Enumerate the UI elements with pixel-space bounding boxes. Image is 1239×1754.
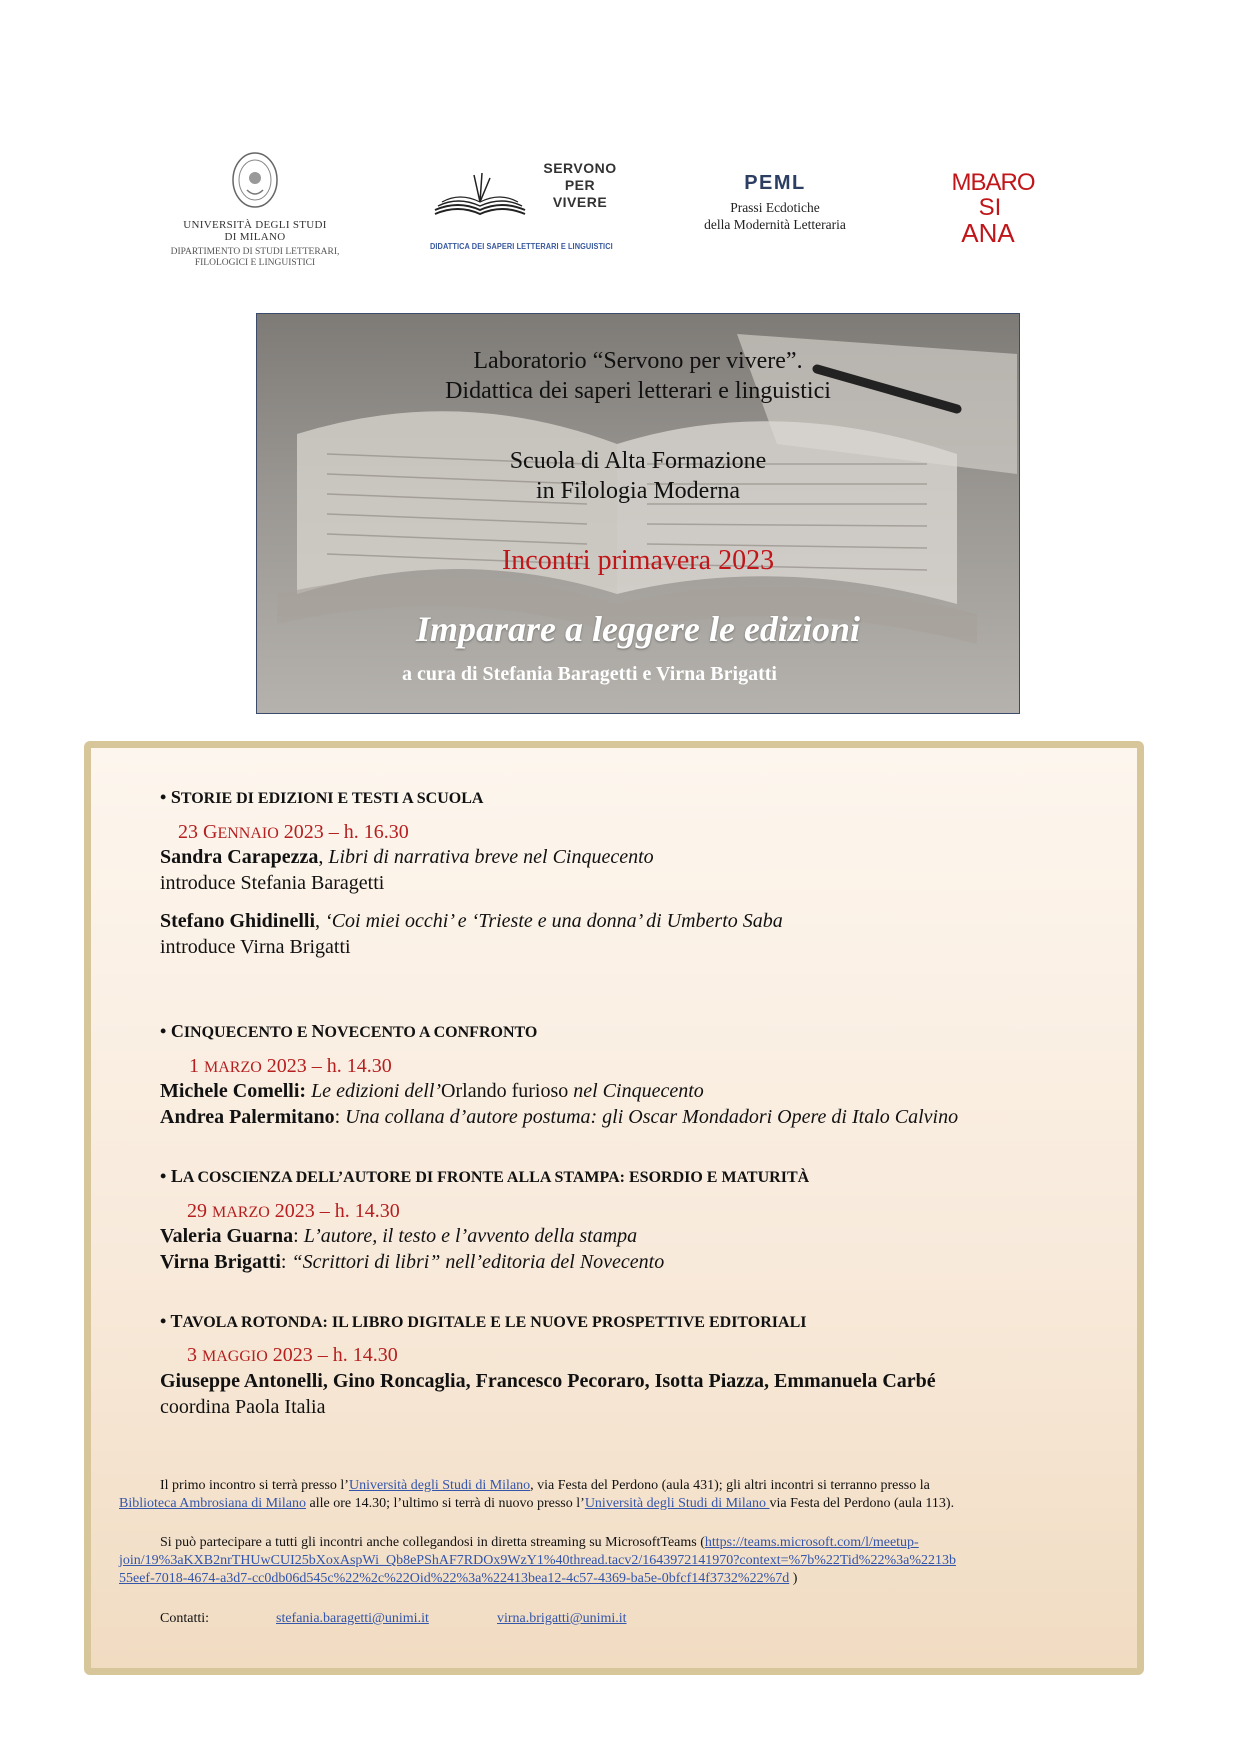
open-book-icon (430, 170, 530, 220)
heading-initial: S (170, 787, 181, 807)
speaker-name: Stefano Ghidinelli (160, 910, 316, 932)
talk-title: Le edizioni dell’ (311, 1080, 442, 1102)
location-note (119, 1477, 1119, 1513)
banner-lab-title: Laboratorio “Servono per vivere”. (473, 348, 803, 374)
talk-title: nel Cinquecento (573, 1080, 704, 1102)
unimi-link[interactable]: Università degli Studi di Milano (584, 1496, 770, 1511)
separator: : (334, 1106, 346, 1128)
speaker-name: Sandra Carapezza (160, 846, 319, 868)
unimi-dept-line1: DIPARTIMENTO DI STUDI LETTERARI, (170, 247, 340, 257)
date-day: 1 (189, 1055, 204, 1077)
email-link-baragetti[interactable]: stefania.baragetti@unimi.it (276, 1611, 429, 1626)
section-heading: • STORIE DI EDIZIONI E TESTI A SCUOLA (160, 787, 484, 807)
heading-text: OVECENTO A CONFRONTO (324, 1024, 538, 1041)
heading-initial: C (170, 1021, 184, 1041)
talk-title: Una collana d’autore postuma: gli Oscar Mondadori Opere di Italo Calvino (345, 1106, 959, 1128)
note-text: Il primo incontro si terrà presso l’ (160, 1478, 349, 1493)
peml-title: PEML (744, 172, 806, 194)
date-time: 2023 – h. 14.30 (267, 1344, 398, 1366)
spv-line2: PER (564, 177, 596, 193)
speaker-name: Michele Comelli: (160, 1080, 307, 1102)
date-month: ENNAIO (217, 825, 279, 842)
talk-title: ‘Coi miei occhi’ e ‘Trieste e una donna’ di Umberto Saba (325, 910, 783, 932)
unimi-name (160, 219, 350, 243)
talk (160, 908, 783, 934)
logo-row (0, 140, 1239, 268)
servono-per-vivere-logo (430, 160, 630, 260)
unimi-name-line1: UNIVERSITÀ DEGLI STUDI (183, 219, 327, 231)
talk (160, 1223, 637, 1249)
separator: : (280, 1251, 292, 1273)
speaker-name: Valeria Guarna (160, 1225, 294, 1247)
teams-link[interactable]: https://teams.microsoft.com/l/meetup- (704, 1535, 919, 1550)
streaming-note (119, 1534, 1119, 1588)
moderator: coordina Paola Italia (160, 1396, 326, 1418)
speaker-names: Giuseppe Antonelli, Gino Roncaglia, Francesco Pecoraro, Isotta Piazza, Emmanuela Carbé (160, 1370, 936, 1392)
peml-sub-line2: della Modernità Letteraria (704, 217, 846, 232)
unimi-dept-line2: FILOLOGICI E LINGUISTICI (194, 258, 316, 268)
heading-text: TORIE DI EDIZIONI E TESTI A SCUOLA (180, 790, 484, 807)
event-date (189, 1055, 392, 1078)
mbaro-line1: MBARO (951, 169, 1035, 196)
spv-title (535, 160, 625, 211)
note-text: alle ore 14.30; l’ultimo si terrà di nuovo presso l’ (306, 1496, 585, 1511)
teams-link[interactable]: 55eef-7018-4674-a3d7-cc0db06d545c%22%2c%22Oid%22%3a%22413bea12-4c57-4369-ba5e-0bfcf14f3732%22%7d (119, 1571, 790, 1586)
talk (160, 1078, 704, 1104)
unimi-link[interactable]: Università degli Studi di Milano (348, 1478, 531, 1493)
unimi-logo (160, 150, 350, 269)
heading-text: AVOLA ROTONDA: IL LIBRO DIGITALE E LE NUOVE PROSPETTIVE EDITORIALI (182, 1314, 807, 1331)
date-day: 29 (187, 1200, 212, 1222)
talk (160, 1249, 664, 1275)
date-day: 23 G (178, 821, 218, 843)
mbarosiana-logo (938, 168, 1048, 248)
date-month: MARZO (204, 1059, 262, 1076)
separator: : (293, 1225, 304, 1247)
teams-link[interactable]: join/19%3aKXB2nrTHUwCUI25bXoxAspWi_Qb8ePShAF7RDOx9WzY1%40thread.tacv2/1643972141970?context=%7b%22Tid%22%3a%2213b (119, 1553, 956, 1568)
note-text: Si può partecipare a tutti gli incontri anche collegandosi in diretta streaming su MicrosoftTeams ( (160, 1535, 705, 1550)
title-banner (256, 313, 1020, 714)
heading-initial: L (170, 1166, 183, 1186)
event-date (178, 821, 409, 844)
note-text: ) (789, 1571, 798, 1586)
heading-text: INQUECENTO E (183, 1024, 312, 1041)
note-text: , via Festa del Perdono (aula 431); gli altri incontri si terranno presso la (530, 1478, 930, 1493)
heading-initial: T (170, 1311, 183, 1331)
contacts-label: Contatti: (160, 1611, 209, 1626)
introducer: introduce Virna Brigatti (160, 936, 351, 958)
banner-main-title: Imparare a leggere le edizioni (416, 609, 860, 649)
talk (160, 1368, 936, 1394)
spv-line1: SERVONO (543, 160, 617, 176)
talk (160, 1104, 958, 1130)
separator: , (318, 846, 329, 868)
section-heading: • CINQUECENTO E NOVECENTO A CONFRONTO (160, 1021, 538, 1041)
unimi-name-line2: DI MILANO (224, 231, 286, 243)
talk-title: “Scrittori di libri” nell’editoria del Novecento (291, 1251, 665, 1273)
banner-school-line2: in Filologia Moderna (536, 478, 740, 504)
banner-school-line1: Scuola di Alta Formazione (509, 448, 767, 474)
date-day: 3 (187, 1344, 202, 1366)
speaker-name: Virna Brigatti (160, 1251, 281, 1273)
mbaro-line2: SI (978, 194, 1002, 221)
peml-subtitle (675, 199, 875, 233)
talk-title: Libri di narrativa breve nel Cinquecento (328, 846, 654, 868)
spv-line3: VIVERE (552, 194, 608, 210)
spv-subtitle: DIDATTICA DEI SAPERI LETTERARI E LINGUISTICI (430, 242, 613, 251)
date-month: MAGGIO (202, 1348, 268, 1365)
talk-title: L’autore, il testo e l’avvento della stampa (303, 1225, 638, 1247)
banner-season: Incontri primavera 2023 (501, 545, 775, 576)
section-heading: • LA COSCIENZA DELL’AUTORE DI FRONTE ALLA STAMPA: ESORDIO E MATURITÀ (160, 1166, 810, 1186)
speaker-name: Andrea Palermitano (160, 1106, 335, 1128)
unimi-department (160, 247, 350, 269)
talk (160, 844, 654, 870)
date-time: 2023 – h. 16.30 (278, 821, 409, 843)
event-date (187, 1344, 398, 1367)
separator: , (315, 910, 326, 932)
introducer: introduce Stefania Baragetti (160, 872, 385, 894)
date-time: 2023 – h. 14.30 (269, 1200, 400, 1222)
section-heading: • TAVOLA ROTONDA: IL LIBRO DIGITALE E LE NUOVE PROSPETTIVE EDITORIALI (160, 1311, 807, 1331)
heading-text: A COSCIENZA DELL’AUTORE DI FRONTE ALLA STAMPA: ESORDIO E MATURITÀ (182, 1169, 810, 1186)
work-title: Orlando furioso (441, 1080, 569, 1102)
banner-curators: a cura di Stefania Baragetti e Virna Brigatti (402, 663, 777, 685)
email-link-brigatti[interactable]: virna.brigatti@unimi.it (497, 1611, 627, 1626)
event-date (187, 1200, 400, 1223)
date-time: 2023 – h. 14.30 (261, 1055, 392, 1077)
contacts (160, 1611, 627, 1627)
university-seal-icon (230, 150, 280, 210)
peml-logo (675, 172, 875, 233)
banner-lab-subtitle: Didattica dei saperi letterari e linguistici (445, 378, 831, 404)
date-month: MARZO (212, 1204, 270, 1221)
note-text: via Festa del Perdono (aula 113). (769, 1496, 955, 1511)
ambrosiana-link[interactable]: Biblioteca Ambrosiana di Milano (119, 1496, 307, 1511)
mbaro-line3: ANA (961, 218, 1015, 248)
heading-initial: N (311, 1021, 325, 1041)
program-box (84, 741, 1144, 1675)
peml-sub-line1: Prassi Ecdotiche (730, 200, 820, 215)
